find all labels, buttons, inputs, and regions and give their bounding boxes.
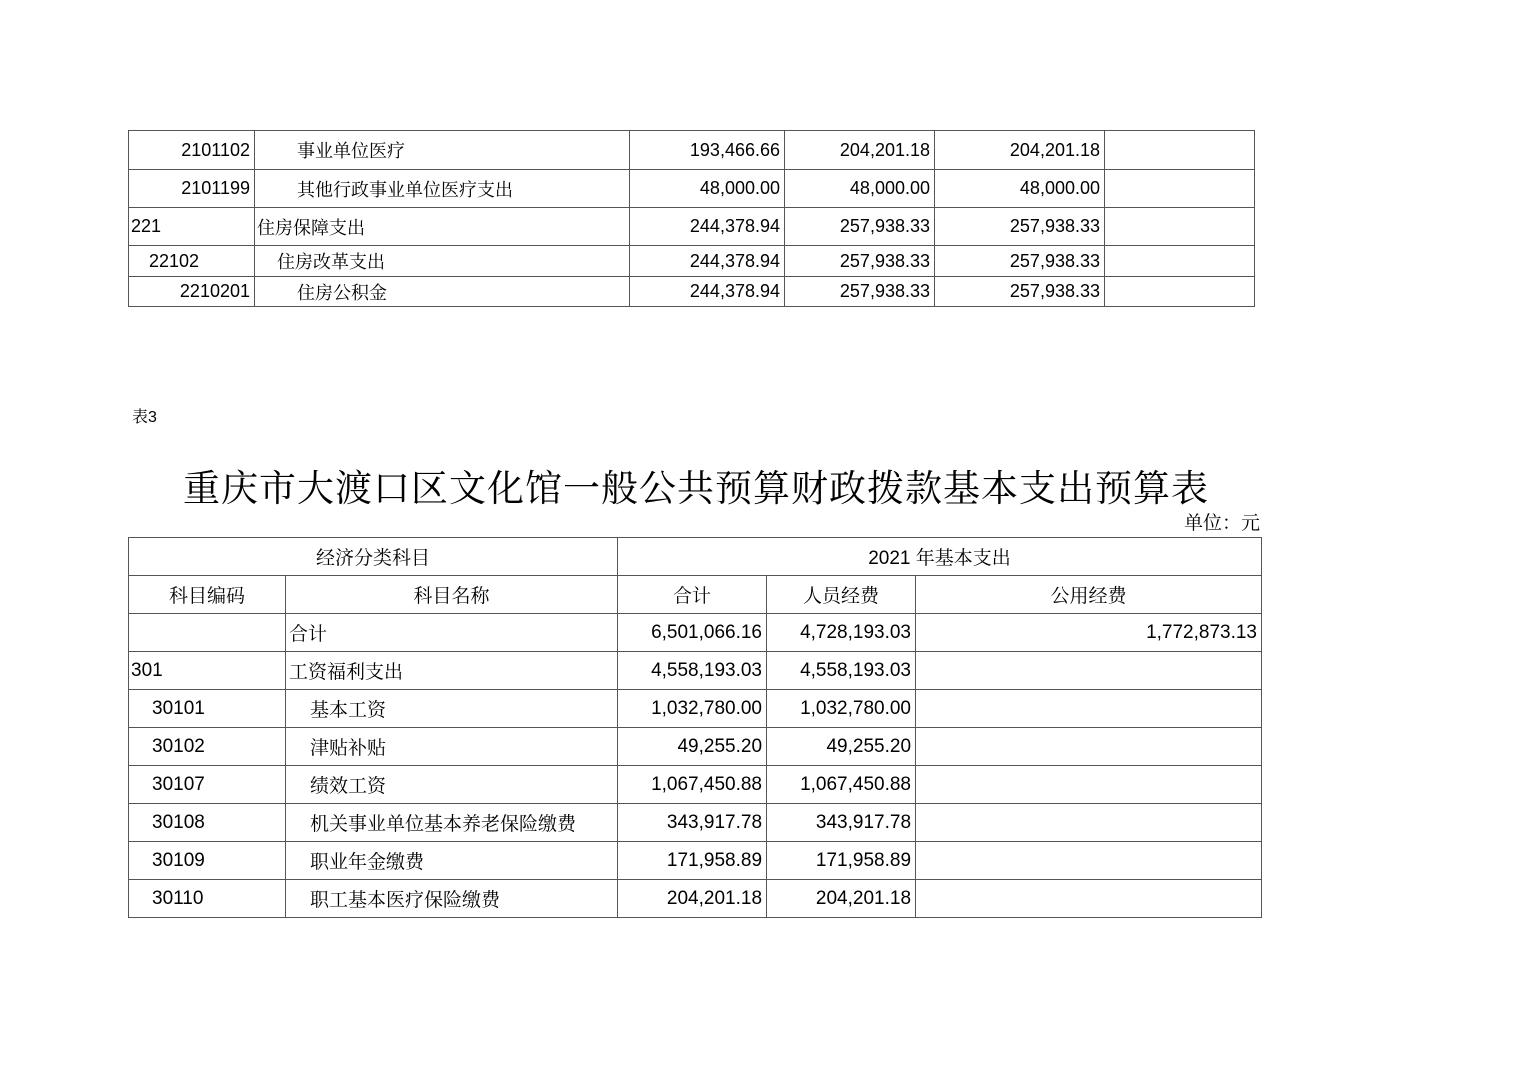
row-personnel: 171,958.89 <box>767 842 916 880</box>
row-value-3: 204,201.18 <box>935 131 1105 170</box>
total-code <box>129 614 286 652</box>
col-header-personnel: 人员经费 <box>767 576 916 614</box>
row-code: 30108 <box>129 804 286 842</box>
unit-label: 单位：元 <box>1183 512 1260 534</box>
row-name: 津贴补贴 <box>286 728 618 766</box>
row-value-1: 193,466.66 <box>630 131 785 170</box>
table-row <box>129 690 1262 728</box>
row-public <box>916 728 1262 766</box>
row-public <box>916 842 1262 880</box>
row-value-3: 257,938.33 <box>935 277 1105 307</box>
page-title: 重庆市大渡口区文化馆一般公共预算财政拨款基本支出预算表 <box>183 467 1209 510</box>
row-value-4 <box>1105 170 1255 208</box>
table-row <box>129 766 1262 804</box>
row-personnel: 4,558,193.03 <box>767 652 916 690</box>
col-header-code: 科目编码 <box>129 576 286 614</box>
total-public: 1,772,873.13 <box>916 614 1262 652</box>
row-public <box>916 880 1262 918</box>
row-total: 4,558,193.03 <box>618 652 767 690</box>
row-total: 343,917.78 <box>618 804 767 842</box>
row-total: 1,032,780.00 <box>618 690 767 728</box>
row-total: 171,958.89 <box>618 842 767 880</box>
row-value-2: 257,938.33 <box>785 246 935 277</box>
row-value-3: 48,000.00 <box>935 170 1105 208</box>
total-total: 6,501,066.16 <box>618 614 767 652</box>
row-value-3: 257,938.33 <box>935 246 1105 277</box>
row-value-1: 244,378.94 <box>630 277 785 307</box>
row-value-4 <box>1105 131 1255 170</box>
row-code: 2101199 <box>129 170 255 208</box>
row-code: 2101102 <box>129 131 255 170</box>
col-header-total: 合计 <box>618 576 767 614</box>
row-code: 221 <box>129 208 255 246</box>
table-row <box>129 728 1262 766</box>
col-header-name: 科目名称 <box>286 576 618 614</box>
table-row <box>129 804 1262 842</box>
row-value-4 <box>1105 277 1255 307</box>
row-value-1: 48,000.00 <box>630 170 785 208</box>
row-code: 30109 <box>129 842 286 880</box>
row-name: 职工基本医疗保险缴费 <box>286 880 618 918</box>
row-personnel: 204,201.18 <box>767 880 916 918</box>
row-code: 30110 <box>129 880 286 918</box>
column-header-row <box>129 576 1262 614</box>
row-value-1: 244,378.94 <box>630 208 785 246</box>
row-name: 绩效工资 <box>286 766 618 804</box>
table-row <box>129 208 1255 246</box>
top-table-body <box>129 131 1255 307</box>
row-value-2: 257,938.33 <box>785 208 935 246</box>
row-value-3: 257,938.33 <box>935 208 1105 246</box>
row-total: 1,067,450.88 <box>618 766 767 804</box>
row-name: 职业年金缴费 <box>286 842 618 880</box>
row-name: 事业单位医疗 <box>255 131 630 170</box>
row-public <box>916 766 1262 804</box>
table-row <box>129 277 1255 307</box>
row-value-4 <box>1105 208 1255 246</box>
row-name: 机关事业单位基本养老保险缴费 <box>286 804 618 842</box>
row-name: 住房保障支出 <box>255 208 630 246</box>
top-continuation-table <box>128 130 1255 307</box>
row-code: 22102 <box>129 246 255 277</box>
total-personnel: 4,728,193.03 <box>767 614 916 652</box>
row-value-2: 48,000.00 <box>785 170 935 208</box>
row-name: 工资福利支出 <box>286 652 618 690</box>
col-header-public: 公用经费 <box>916 576 1262 614</box>
row-value-1: 244,378.94 <box>630 246 785 277</box>
row-name: 其他行政事业单位医疗支出 <box>255 170 630 208</box>
row-public <box>916 804 1262 842</box>
group-header-basic-expenditure: 2021 年基本支出 <box>618 538 1262 576</box>
main-table-body <box>129 614 1262 918</box>
row-name: 基本工资 <box>286 690 618 728</box>
row-personnel: 49,255.20 <box>767 728 916 766</box>
table-row <box>129 170 1255 208</box>
row-public <box>916 690 1262 728</box>
row-personnel: 1,032,780.00 <box>767 690 916 728</box>
row-code: 30102 <box>129 728 286 766</box>
total-name: 合计 <box>286 614 618 652</box>
table-number-label: 表3 <box>132 409 157 426</box>
total-row <box>129 614 1262 652</box>
row-value-4 <box>1105 246 1255 277</box>
group-header-row <box>129 538 1262 576</box>
row-code: 30101 <box>129 690 286 728</box>
row-code: 30107 <box>129 766 286 804</box>
row-name: 住房公积金 <box>255 277 630 307</box>
row-public <box>916 652 1262 690</box>
row-value-2: 257,938.33 <box>785 277 935 307</box>
table-row <box>129 652 1262 690</box>
row-name: 住房改革支出 <box>255 246 630 277</box>
table-row <box>129 131 1255 170</box>
table-row <box>129 842 1262 880</box>
row-total: 204,201.18 <box>618 880 767 918</box>
basic-expenditure-table <box>128 537 1262 918</box>
row-total: 49,255.20 <box>618 728 767 766</box>
row-value-2: 204,201.18 <box>785 131 935 170</box>
row-code: 2210201 <box>129 277 255 307</box>
table-row <box>129 880 1262 918</box>
row-personnel: 343,917.78 <box>767 804 916 842</box>
row-personnel: 1,067,450.88 <box>767 766 916 804</box>
table-row <box>129 246 1255 277</box>
row-code: 301 <box>129 652 286 690</box>
group-header-economic-class: 经济分类科目 <box>129 538 618 576</box>
